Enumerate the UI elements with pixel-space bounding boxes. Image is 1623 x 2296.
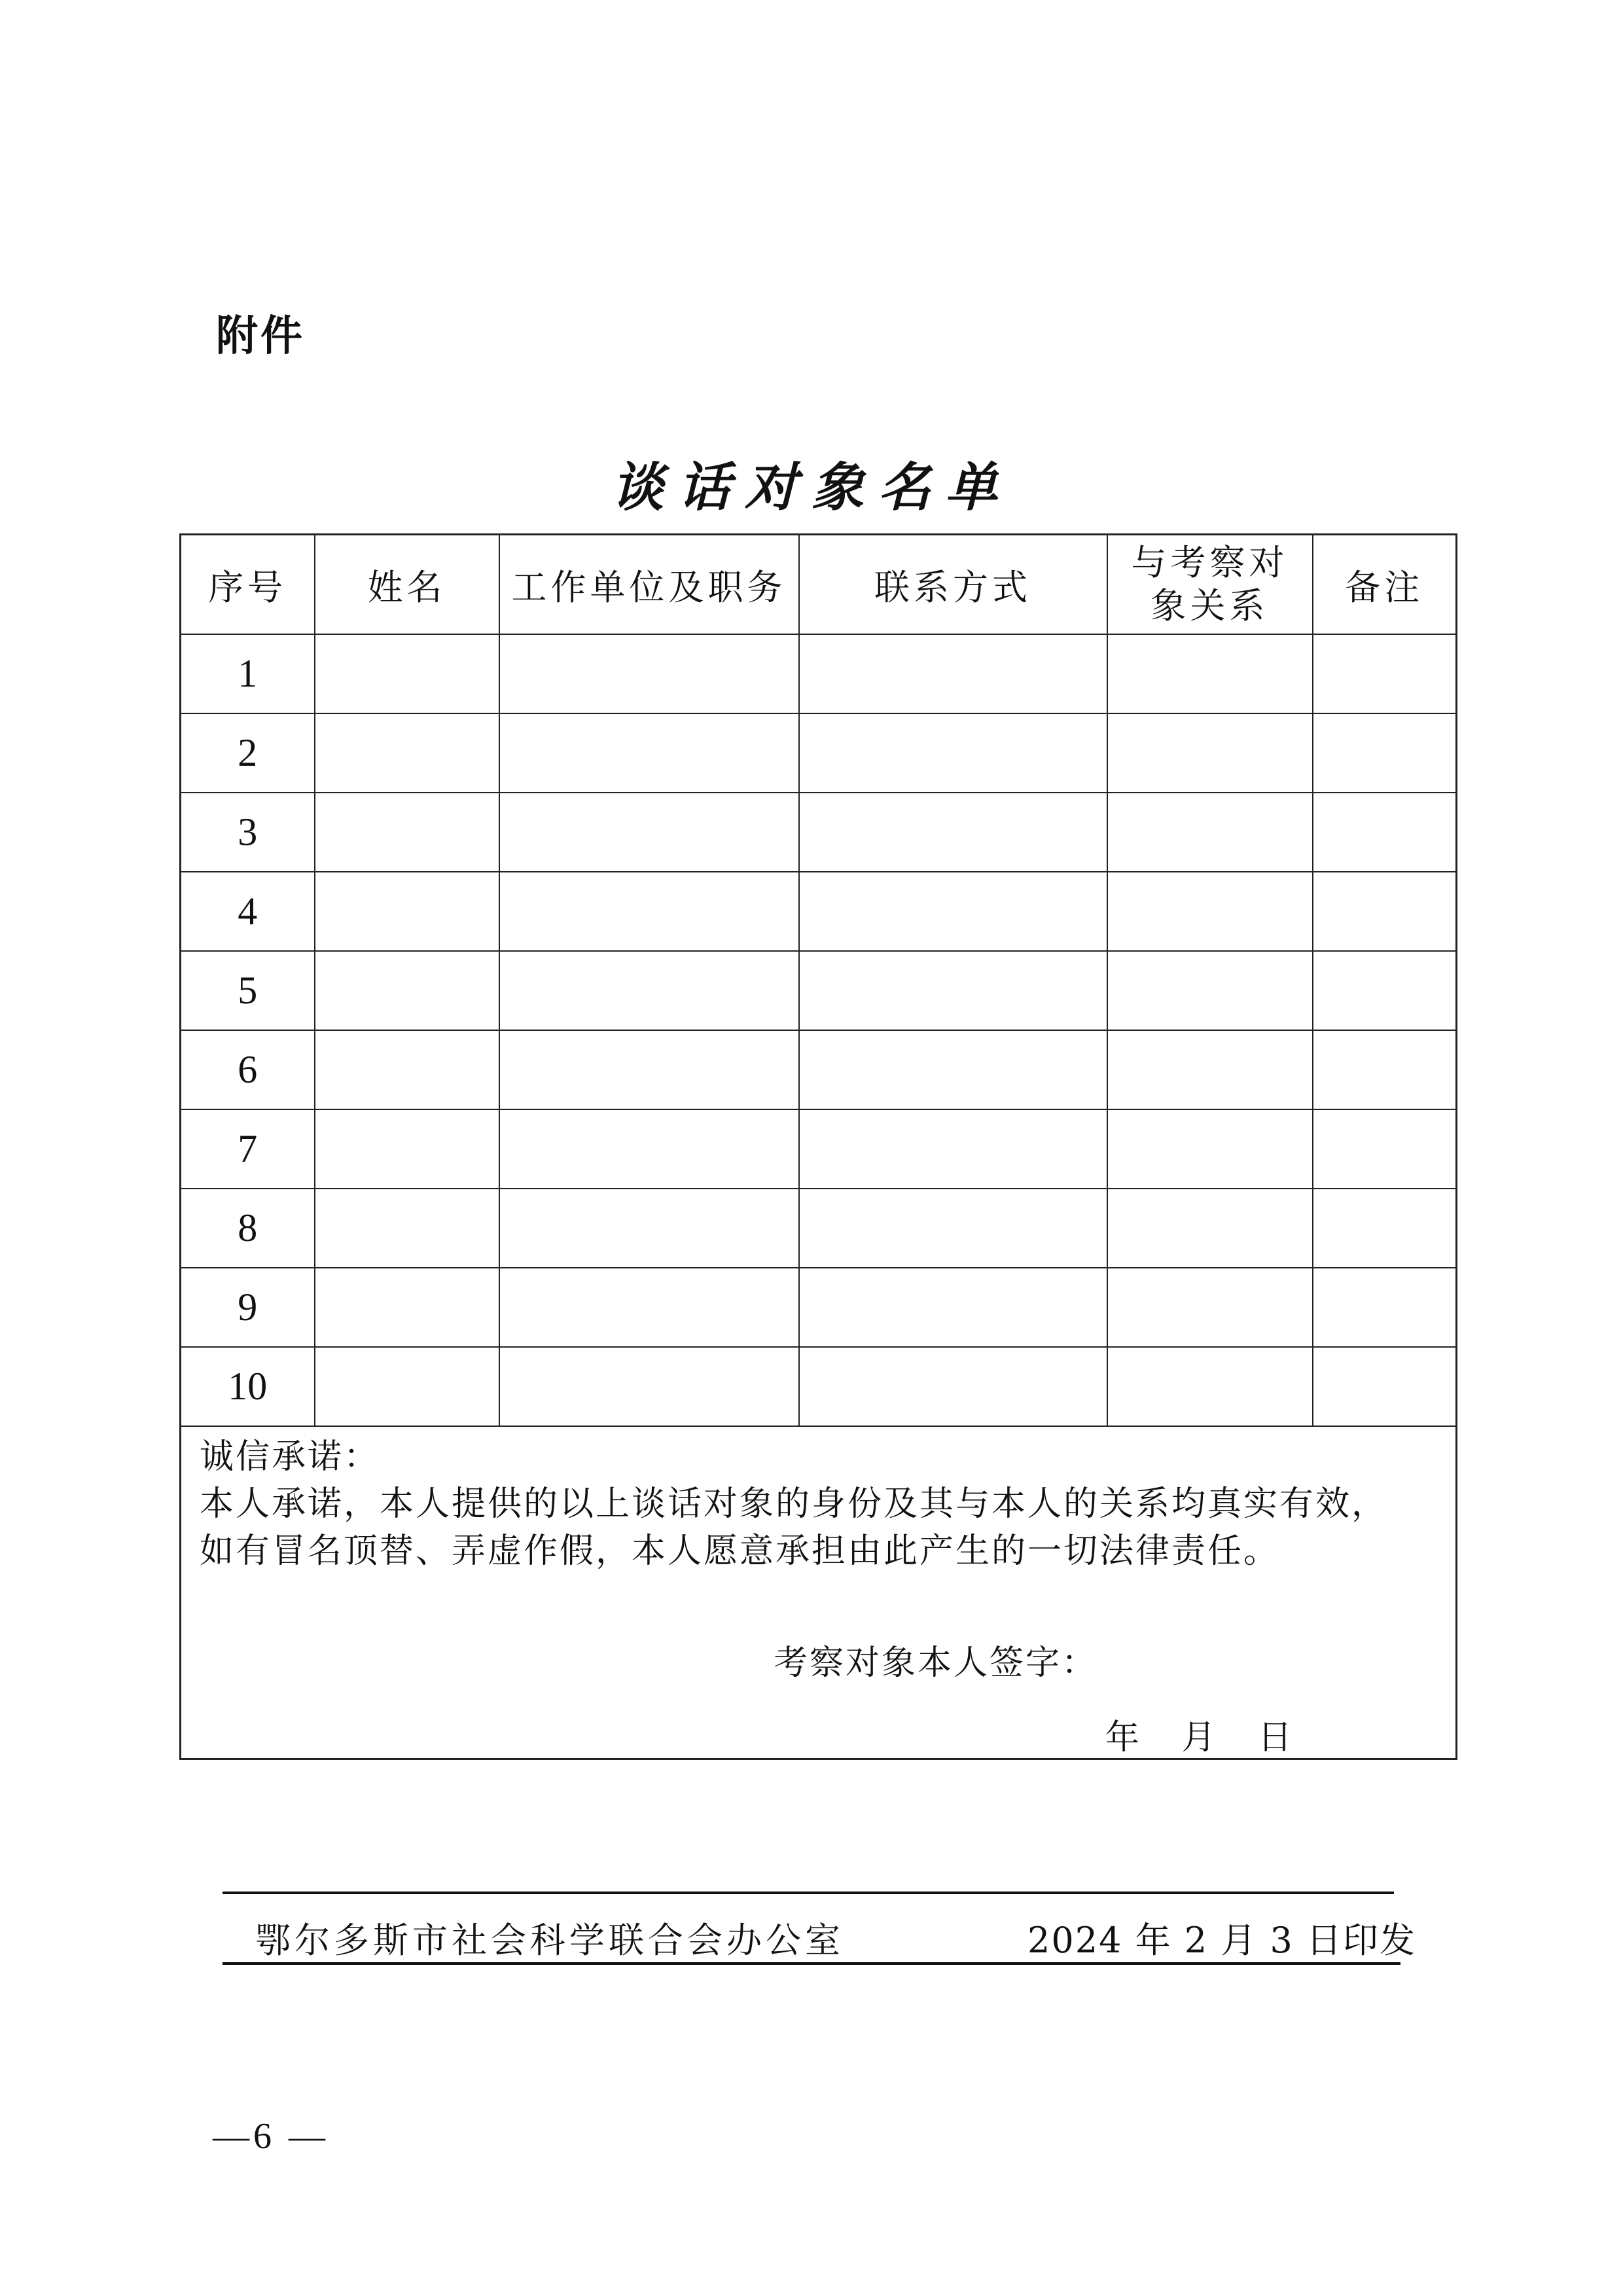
empty-cell — [499, 1030, 799, 1109]
empty-cell — [799, 793, 1107, 872]
empty-cell — [315, 1030, 499, 1109]
empty-cell — [1107, 1189, 1313, 1268]
header-unit: 工作单位及职务 — [499, 535, 799, 635]
empty-cell — [1107, 1030, 1313, 1109]
empty-cell — [799, 1268, 1107, 1347]
row-number: 9 — [181, 1268, 315, 1347]
document-title: 谈话对象名单 — [611, 456, 1012, 518]
footer-bottom-rule — [223, 1962, 1400, 1965]
promise-row — [181, 1426, 1457, 1759]
signature-date: 年 月 日 — [1105, 1718, 1295, 1757]
empty-cell — [799, 1030, 1107, 1109]
footer-issuer: 鄂尔多斯市社会科学联合会办公室 — [255, 1920, 844, 1961]
header-contact: 联系方式 — [799, 535, 1107, 635]
empty-cell — [315, 713, 499, 793]
promise-line-2: 如有冒名顶替、弄虚作假，本人愿意承担由此产生的一切法律责任。 — [200, 1532, 1280, 1571]
row-number: 10 — [181, 1347, 315, 1426]
empty-cell — [799, 1189, 1107, 1268]
footer-top-rule — [223, 1892, 1394, 1894]
row-number: 6 — [181, 1030, 315, 1109]
table-row — [181, 793, 1457, 872]
table-row — [181, 713, 1457, 793]
table-row — [181, 1189, 1457, 1268]
empty-cell — [1107, 634, 1313, 713]
header-seq: 序号 — [181, 535, 315, 635]
empty-cell — [1107, 713, 1313, 793]
header-relation — [1107, 535, 1313, 635]
empty-cell — [1313, 1189, 1457, 1268]
empty-cell — [1107, 872, 1313, 951]
empty-cell — [499, 1347, 799, 1426]
row-number: 4 — [181, 872, 315, 951]
empty-cell — [499, 713, 799, 793]
empty-cell — [315, 1347, 499, 1426]
table-row — [181, 951, 1457, 1030]
row-number: 3 — [181, 793, 315, 872]
empty-cell — [499, 1189, 799, 1268]
table-header-row — [181, 535, 1457, 635]
table-row — [181, 634, 1457, 713]
table-row — [181, 872, 1457, 951]
table-row — [181, 1347, 1457, 1426]
empty-cell — [499, 1268, 799, 1347]
empty-cell — [1107, 1347, 1313, 1426]
empty-cell — [499, 872, 799, 951]
empty-cell — [315, 1189, 499, 1268]
row-number: 2 — [181, 713, 315, 793]
empty-cell — [1313, 1268, 1457, 1347]
empty-cell — [799, 713, 1107, 793]
interviewee-table — [179, 533, 1457, 1760]
signature-label: 考察对象本人签字： — [774, 1643, 1098, 1683]
promise-text — [200, 1433, 1442, 1575]
empty-cell — [1313, 713, 1457, 793]
empty-cell — [499, 951, 799, 1030]
empty-cell — [1313, 872, 1457, 951]
empty-cell — [499, 634, 799, 713]
empty-cell — [1107, 951, 1313, 1030]
table-row — [181, 1030, 1457, 1109]
promise-cell — [181, 1426, 1457, 1759]
promise-line-1: 本人承诺，本人提供的以上谈话对象的身份及其与本人的关系均真实有效， — [200, 1484, 1388, 1524]
empty-cell — [499, 1109, 799, 1189]
empty-cell — [799, 1347, 1107, 1426]
row-number: 1 — [181, 634, 315, 713]
promise-heading: 诚信承诺： — [200, 1437, 380, 1477]
empty-cell — [315, 1268, 499, 1347]
empty-cell — [1313, 793, 1457, 872]
attachment-label: 附件 — [216, 312, 305, 361]
page-number: —6 — — [213, 2116, 329, 2157]
header-name: 姓名 — [315, 535, 499, 635]
empty-cell — [1313, 1347, 1457, 1426]
header-relation-line2: 象关系 — [1150, 585, 1269, 626]
row-number: 8 — [181, 1189, 315, 1268]
empty-cell — [1107, 1109, 1313, 1189]
empty-cell — [1313, 1109, 1457, 1189]
empty-cell — [799, 951, 1107, 1030]
header-remark: 备注 — [1313, 535, 1457, 635]
footer-issue-date: 2024 年 2 月 3 日印发 — [1027, 1920, 1416, 1961]
empty-cell — [1313, 1030, 1457, 1109]
table-row — [181, 1268, 1457, 1347]
empty-cell — [499, 793, 799, 872]
empty-cell — [315, 951, 499, 1030]
empty-cell — [315, 872, 499, 951]
row-number: 7 — [181, 1109, 315, 1189]
empty-cell — [1107, 1268, 1313, 1347]
empty-cell — [799, 1109, 1107, 1189]
empty-cell — [799, 634, 1107, 713]
table-row — [181, 1109, 1457, 1189]
empty-cell — [1313, 634, 1457, 713]
header-relation-line1: 与考察对 — [1131, 542, 1289, 583]
empty-cell — [1107, 793, 1313, 872]
row-number: 5 — [181, 951, 315, 1030]
empty-cell — [315, 793, 499, 872]
empty-cell — [315, 634, 499, 713]
empty-cell — [1313, 951, 1457, 1030]
empty-cell — [799, 872, 1107, 951]
empty-cell — [315, 1109, 499, 1189]
